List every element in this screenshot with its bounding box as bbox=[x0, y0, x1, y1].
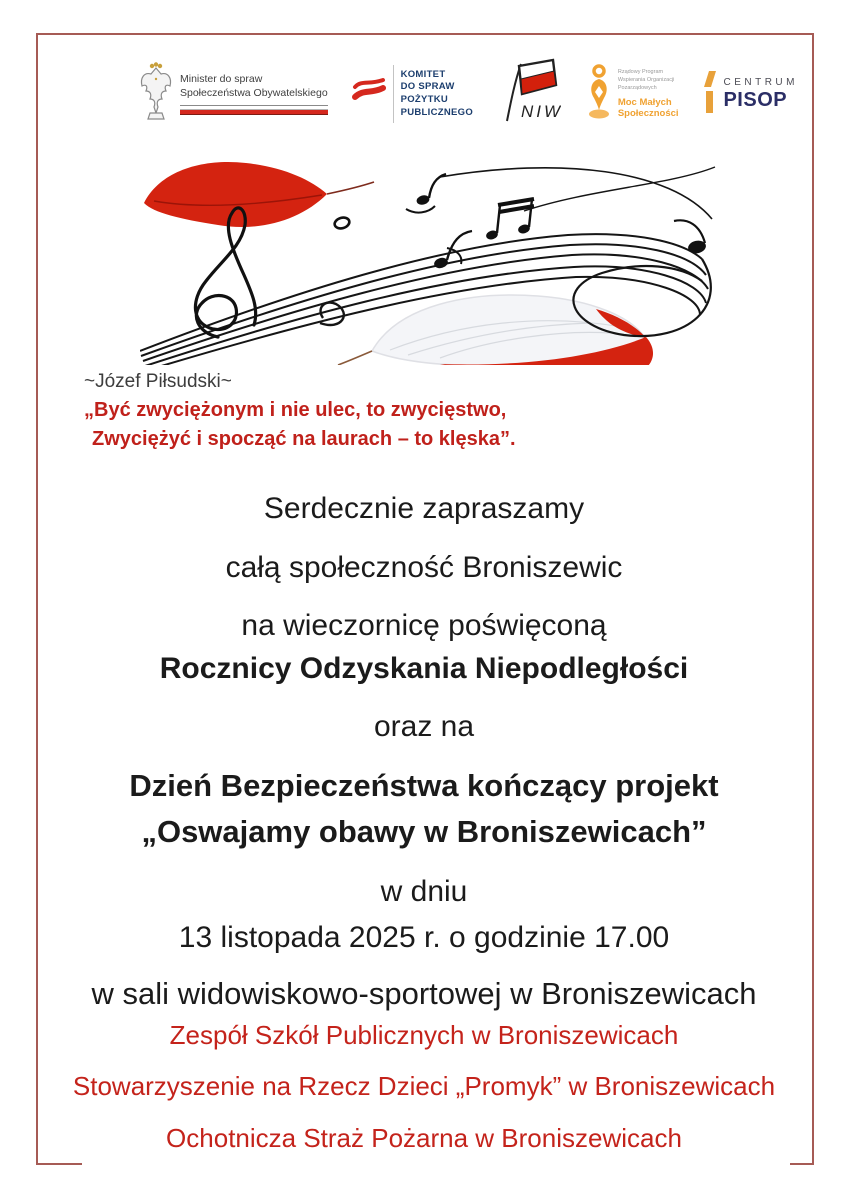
komitet-line1: KOMITET bbox=[400, 68, 446, 80]
moc-big-line1: Moc Małych bbox=[617, 96, 672, 108]
organizer-fire-brigade: Ochotnicza Straż Pożarna w Broniszewicach bbox=[166, 1122, 682, 1153]
invite-connector: oraz na bbox=[373, 710, 475, 743]
moc-small-line3: Pozarządowych bbox=[617, 85, 657, 92]
minister-label-line2: Społeczeństwa Obywatelskiego bbox=[180, 86, 328, 99]
logo-niw bbox=[497, 57, 561, 132]
quote-line1: „Być zwyciężonym i nie ulec, to zwycięstwo, bbox=[84, 398, 507, 421]
page-border-foot-left bbox=[36, 1163, 82, 1165]
logo-komitet bbox=[352, 65, 473, 123]
invite-occasion-intro: na wieczornicę poświęconą bbox=[241, 609, 607, 642]
invite-venue: w sali widowiskowo-sportowej w Broniszewicach bbox=[91, 976, 757, 1011]
invite-date-time: 13 listopada 2025 r. o godzinie 17.00 bbox=[178, 920, 670, 954]
komitet-line2: DO SPRAW bbox=[400, 81, 455, 93]
pisop-label: PISOP bbox=[723, 88, 788, 111]
quote-author: ~Józef Piłsudski~ bbox=[84, 371, 232, 392]
invite-project-title: „Oswajamy obawy w Broniszewicach” bbox=[141, 814, 707, 850]
moc-small-line1: Rządowy Program bbox=[617, 68, 664, 75]
polish-eagle-icon bbox=[138, 61, 174, 128]
music-leaves-image bbox=[140, 155, 720, 365]
organizer-school: Zespół Szkół Publicznych w Broniszewicach bbox=[169, 1019, 679, 1050]
logo-pisop bbox=[702, 69, 798, 120]
pisop-mark-icon bbox=[702, 69, 718, 120]
svg-text:NIW: NIW bbox=[520, 101, 561, 121]
invitation-body bbox=[40, 490, 808, 1154]
moc-small-line2: Wspierania Organizacji bbox=[617, 77, 675, 83]
invite-occasion-title: Rocznicy Odzyskania Niepodległości bbox=[159, 651, 689, 685]
moc-pin-icon bbox=[585, 63, 613, 126]
invite-event-title: Dzień Bezpieczeństwa kończący projekt bbox=[129, 767, 719, 803]
logo-minister bbox=[138, 61, 328, 128]
niw-flag-icon bbox=[497, 57, 561, 132]
moc-big-line2: Społeczności bbox=[617, 108, 679, 120]
komitet-divider bbox=[393, 65, 394, 123]
quote-line2: Zwyciężyć i spocząć na laurach – to klęska”. bbox=[92, 427, 516, 450]
minister-label-line1: Minister do spraw bbox=[180, 72, 263, 85]
invite-greeting: Serdecznie zapraszamy bbox=[263, 492, 585, 525]
komitet-line3: POŻYTKU bbox=[400, 94, 449, 105]
komitet-line4: PUBLICZNEGO bbox=[400, 106, 474, 118]
waving-flag-icon bbox=[352, 77, 386, 112]
invite-date-intro: w dniu bbox=[380, 875, 468, 908]
quote-block bbox=[84, 368, 516, 454]
logo-band bbox=[138, 52, 798, 136]
page-border-foot-right bbox=[790, 1163, 812, 1165]
pisop-centrum-label: CENTRUM bbox=[723, 76, 798, 88]
logo-moc bbox=[585, 63, 679, 126]
minister-flag-bar-icon bbox=[180, 105, 328, 115]
invite-audience: całą społeczność Broniszewic bbox=[225, 550, 623, 584]
organizer-association: Stowarzyszenie na Rzecz Dzieci „Promyk” w Broniszewicach bbox=[72, 1071, 776, 1102]
